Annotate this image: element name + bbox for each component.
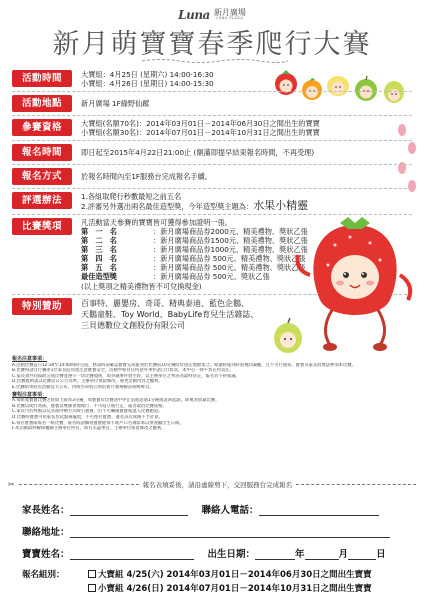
registration-form — [22, 494, 402, 596]
birth-month-field[interactable] — [305, 546, 339, 560]
prize-item — [81, 272, 308, 281]
logo-name: 新月廣場 — [213, 8, 246, 18]
cut-instructions: 報名表填妥後，請沿虛線剪下，交回服務台完成報名 — [142, 481, 293, 489]
sponsors-label: 特別贊助 — [12, 298, 72, 315]
costume-theme: 水果小精靈 — [253, 199, 309, 212]
sponsors-line: 三貝德數位文創股份有限公司 — [81, 320, 185, 330]
dashed-line — [19, 484, 139, 485]
birth-year-field[interactable] — [255, 546, 295, 560]
prize-desc: ：新月廣場商品券1000元、精美禮物、獎狀乙張 — [153, 245, 308, 255]
form-row-parent — [22, 494, 402, 516]
cut-line — [8, 480, 416, 489]
address-field[interactable] — [70, 524, 390, 538]
scissors-icon: ✂ — [8, 480, 15, 489]
note-line: F.本活動最終解釋權歸主辦單位所有，如有未盡事宜，主辦單位保留修改之權利。 — [12, 426, 166, 432]
eligibility-section — [12, 119, 412, 137]
logo-name-en: LUNA PLAZA — [216, 16, 244, 21]
prize-rank: 第 四 名 — [81, 254, 117, 264]
logo — [0, 4, 424, 23]
parent-name-label: 家長姓名： — [22, 505, 70, 516]
big-group-text: 大寶組 4/25(六) 2014年03月01日－2014年06月30日之間出生寶寶 — [98, 570, 372, 580]
address-label: 聯絡地址： — [22, 527, 70, 538]
prize-desc: ：新月廣場商品券2000元、精美禮物、獎狀乙張 — [153, 227, 308, 236]
method-label: 報名方式 — [12, 168, 72, 185]
prize-rank: 第 一 名 — [81, 227, 117, 236]
prize-rank: 最佳造型獎 — [81, 272, 117, 282]
note-line: B.比賽時請自行攜帶1位家長陪同並注意寶寶安全，活動中如有任何意外事件請自行負責，本中心一律不負任何責任。 — [12, 368, 234, 374]
note-line: C.家長須共同協助完成比賽並遵守一切比賽規則，如爭議事件發生時，以主辦單位之判決為最終決定，報名者不得異議。 — [12, 373, 240, 379]
birth-date-label: 出生日期： — [207, 549, 256, 560]
prize-item — [81, 263, 308, 272]
prize-item — [81, 236, 308, 245]
judging-section — [12, 192, 412, 211]
phone-field[interactable] — [259, 502, 379, 516]
place-section — [12, 95, 412, 112]
parent-name-field[interactable] — [70, 502, 188, 516]
logo-mark: Luna — [178, 8, 210, 22]
form-row-baby — [22, 538, 402, 560]
baby-name-field[interactable] — [70, 546, 194, 560]
small-group-checkbox[interactable] — [88, 584, 96, 592]
notes-header-race: 賽程注意事項： — [12, 391, 48, 398]
prize-item — [81, 254, 308, 263]
dashed-line — [296, 484, 416, 485]
method-text: 於報名時間內至1F服務台完成報名手續。 — [81, 172, 212, 181]
note-line: A.活動比賽當日12:30至14:00時時完成，務請時前確認寶寶完成報到於比賽前10分鐘時於指定地點集合，如逾時報到時將視同棄權，且不另行通知，寶寶及家長將無法參加本比賽。 — [12, 362, 356, 368]
notes-section — [12, 355, 412, 432]
prizes-footnote: (以上獎項之精美禮物皆不可兌換現金) — [81, 281, 202, 291]
time-small-group: 小寶組：4月26日 (星期日) 14:00-15:30 — [81, 79, 214, 88]
note-line: A.每組爬寶寶比賽之時間上限為3分鐘，如寶寶於比賽途中停止前進超過1分鐘或返回起點，即視為放棄比賽。 — [12, 398, 220, 404]
big-group-checkbox[interactable] — [88, 570, 96, 578]
eligibility-big: 大寶組(名額70名)：2014年03月01日－2014年06月30日之間出生的寶寶 — [81, 119, 320, 128]
strawberry-character-illustration — [290, 215, 420, 365]
prizes-label: 比賽獎項 — [12, 218, 72, 235]
judging-label: 評選辦法 — [12, 192, 72, 209]
method-section — [12, 168, 412, 185]
eligibility-label: 參賽資格 — [12, 119, 72, 136]
place-text: 新月廣場 1F綠野仙蹤 — [81, 99, 150, 108]
place-label: 活動地點 — [12, 95, 72, 112]
note-line: D.比賽規則請以比賽當日公告為準，主辦單位保留修改、變更活動內容之權利。 — [12, 379, 163, 385]
divider — [12, 115, 412, 116]
time-section — [12, 70, 412, 88]
judging-rule-1: 1.各組取爬行秒數最短之前五名 — [81, 192, 182, 201]
prizes-intro: 凡活動當天參賽的寶寶皆可獲得參加證明一張。 — [81, 218, 232, 227]
day-label: 日 — [376, 549, 386, 560]
note-line: B.比賽以爬行為限，寶寶以雙膝著地爬行，不可站立或行走，違者取消比賽資格。 — [12, 403, 167, 409]
small-group-text: 小寶組 4/26(日) 2014年07月01日－2014年10月31日之間出生寶寶 — [98, 584, 372, 594]
prize-rank: 第 三 名 — [81, 245, 117, 255]
group-option-big — [22, 568, 402, 582]
group-label: 報名組別： — [22, 570, 65, 580]
baby-name-label: 寶寶姓名： — [22, 549, 70, 560]
time-big-group: 大寶組：4月25日 (星期六) 14:00-16:30 — [81, 70, 214, 79]
prize-item — [81, 245, 308, 254]
page-title: 新月萌寶寶春季爬行大賽 — [52, 29, 372, 60]
prize-desc: ：新月廣場商品券 500元、精美禮物、獎狀乙張 — [153, 254, 306, 264]
prize-item — [81, 227, 308, 236]
notes-header-registration: 報名注意事項： — [12, 356, 48, 362]
form-row-address — [22, 516, 402, 538]
prize-desc: ：新月廣場商品券 500元、獎狀乙張 — [153, 272, 270, 282]
sponsors-line: 天鵝童鞋、Toy World、BabyLife育兒生活雜誌、 — [81, 309, 259, 319]
divider — [12, 164, 412, 165]
pear-baby-illustration — [268, 316, 308, 356]
judging-rule-2: 2.評審另外選出兩名最佳造型獎，今年造型獎主題為： — [81, 202, 254, 211]
year-label: 年 — [295, 549, 305, 560]
note-line: E.每位寶寶限報名一組比賽，報名時請攜帶寶寶健保卡或戶口名簿影本以供查驗出生日期。 — [12, 420, 184, 426]
note-line: E.比賽結果將於活動當天公布，得獎名單將公佈於新月廣場臉書粉絲專頁。 — [12, 384, 154, 390]
divider — [12, 91, 412, 92]
eligibility-small: 小寶組(名額30名)：2014年07月01日－2014年10月31日之間出生的寶寶 — [81, 128, 320, 137]
group-option-small — [22, 582, 402, 596]
prize-rank: 第 二 名 — [81, 236, 117, 246]
prize-rank: 第 五 名 — [81, 263, 117, 273]
note-line: D.比賽時寶寶可由家長於起點處擺放，不可推拉寶寶，違者該次成績不予計算。 — [12, 414, 163, 420]
deadline-section — [12, 144, 412, 161]
birth-day-field[interactable] — [348, 546, 376, 560]
divider — [12, 188, 412, 189]
note-line: C.家長可於終點以玩具或呼喚方式吸引寶寶，但不可觸碰寶寶或進入比賽跑道。 — [12, 409, 163, 415]
phone-label: 聯絡人電話： — [201, 505, 259, 516]
divider — [12, 140, 412, 141]
deadline-text: 即日起至2015年4月22日21:00止 (額滿即提早結束報名時間，不再受理) — [81, 148, 315, 157]
deadline-label: 報名時間 — [12, 144, 72, 161]
sponsors-line: 百事特、麗嬰房、奇哥、精典泰迪、藍色企鵝、 — [81, 298, 249, 308]
prize-desc: ：新月廣場商品券 500元、精美禮物、獎狀乙張 — [153, 263, 306, 273]
prize-desc: ：新月廣場商品券1500元、精美禮物、獎狀乙張 — [153, 236, 308, 246]
month-label: 月 — [338, 549, 349, 560]
time-label: 活動時間 — [12, 70, 72, 87]
